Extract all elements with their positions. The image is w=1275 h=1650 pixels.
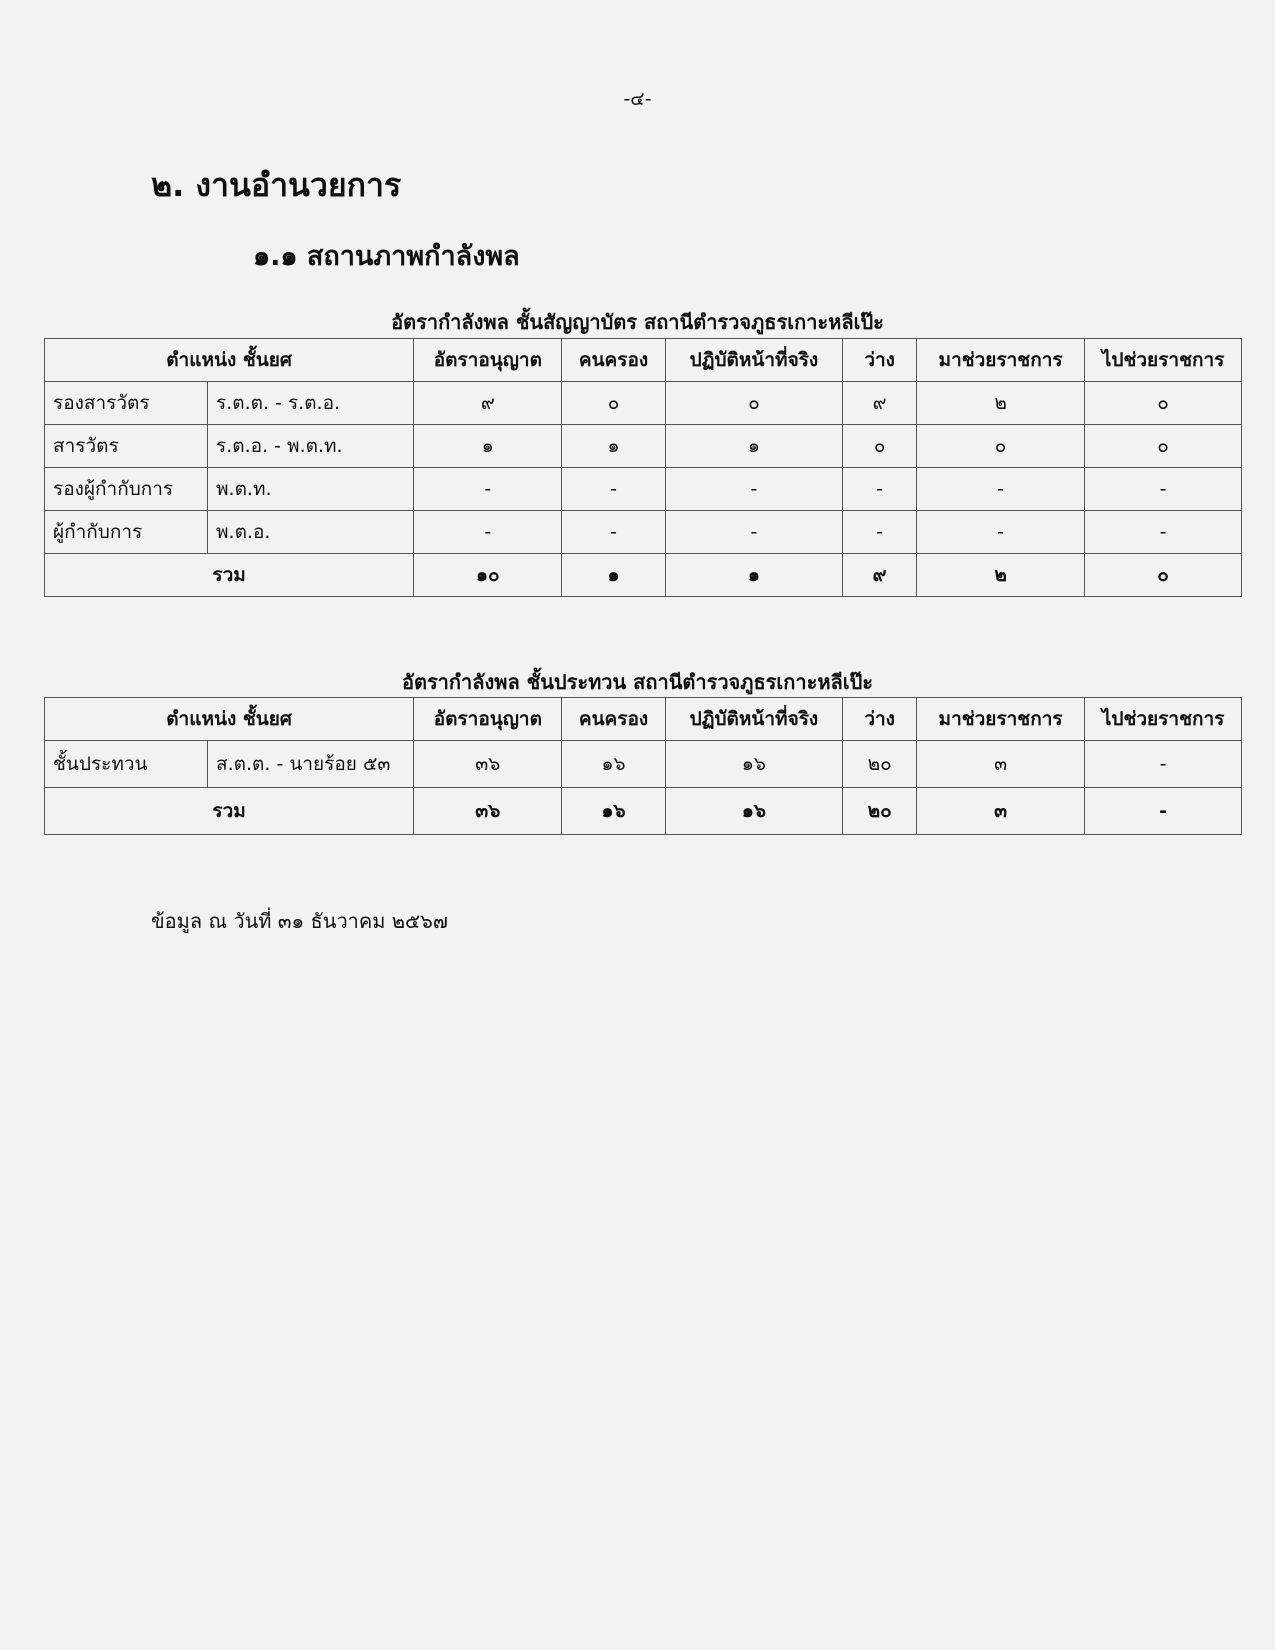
actual-duty-cell: ๑๖ xyxy=(665,741,843,788)
table-row xyxy=(45,425,1242,468)
header-occupied: คนครอง xyxy=(562,339,665,382)
assisting-out-cell: ๐ xyxy=(1085,425,1242,468)
header-actual-duty: ปฏิบัติหน้าที่จริง xyxy=(665,698,843,741)
header-assisting-in: มาช่วยราชการ xyxy=(916,339,1084,382)
assisting-in-cell: ๐ xyxy=(916,425,1084,468)
section-heading: ๒. งานอำนวยการ xyxy=(151,166,402,204)
rank-cell: ร.ต.ต. - ร.ต.อ. xyxy=(208,382,414,425)
total-assisting-in-cell: ๒ xyxy=(916,554,1084,597)
nco-strength-table xyxy=(44,697,1242,835)
total-occupied-cell: ๑ xyxy=(562,554,665,597)
total-occupied-cell: ๑๖ xyxy=(562,788,665,835)
table-header-row xyxy=(45,698,1242,741)
page-number: -๔- xyxy=(623,88,652,110)
position-cell: ชั้นประทวน xyxy=(45,741,208,788)
assisting-in-cell: ๒ xyxy=(916,382,1084,425)
total-label: รวม xyxy=(45,554,414,597)
position-cell: รองสารวัตร xyxy=(45,382,208,425)
table-header-row xyxy=(45,339,1242,382)
authorized-cell: - xyxy=(414,468,562,511)
actual-duty-cell: - xyxy=(665,511,843,554)
total-actual-duty-cell: ๑๖ xyxy=(665,788,843,835)
total-authorized-cell: ๑๐ xyxy=(414,554,562,597)
total-vacant-cell: ๙ xyxy=(843,554,917,597)
actual-duty-cell: ๑ xyxy=(665,425,843,468)
rank-cell: ส.ต.ต. - นายร้อย ๕๓ xyxy=(208,741,414,788)
vacant-cell: ๐ xyxy=(843,425,917,468)
header-occupied: คนครอง xyxy=(562,698,665,741)
occupied-cell: ๑ xyxy=(562,425,665,468)
position-cell: สารวัตร xyxy=(45,425,208,468)
authorized-cell: - xyxy=(414,511,562,554)
data-as-of-note: ข้อมูล ณ วันที่ ๓๑ ธันวาคม ๒๕๖๗ xyxy=(151,909,448,933)
officers-table-title: อัตรากำลังพล ชั้นสัญญาบัตร สถานีตำรวจภูธรเกาะหลีเป๊ะ xyxy=(391,310,884,334)
rank-cell: ร.ต.อ. - พ.ต.ท. xyxy=(208,425,414,468)
vacant-cell: - xyxy=(843,468,917,511)
assisting-out-cell: ๐ xyxy=(1085,382,1242,425)
authorized-cell: ๙ xyxy=(414,382,562,425)
header-actual-duty: ปฏิบัติหน้าที่จริง xyxy=(665,339,843,382)
occupied-cell: ๐ xyxy=(562,382,665,425)
assisting-in-cell: ๓ xyxy=(916,741,1084,788)
assisting-out-cell: - xyxy=(1085,511,1242,554)
header-assisting-in: มาช่วยราชการ xyxy=(916,698,1084,741)
header-vacant: ว่าง xyxy=(843,698,917,741)
table-row xyxy=(45,511,1242,554)
total-vacant-cell: ๒๐ xyxy=(843,788,917,835)
sub-heading: ๑.๑ สถานภาพกำลังพล xyxy=(253,241,520,272)
total-assisting-out-cell: - xyxy=(1085,788,1242,835)
total-label: รวม xyxy=(45,788,414,835)
total-assisting-in-cell: ๓ xyxy=(916,788,1084,835)
occupied-cell: - xyxy=(562,511,665,554)
header-position-rank: ตำแหน่ง ชั้นยศ xyxy=(45,698,414,741)
rank-cell: พ.ต.อ. xyxy=(208,511,414,554)
total-row xyxy=(45,554,1242,597)
authorized-cell: ๓๖ xyxy=(414,741,562,788)
total-actual-duty-cell: ๑ xyxy=(665,554,843,597)
total-row xyxy=(45,788,1242,835)
header-assisting-out: ไปช่วยราชการ xyxy=(1085,698,1242,741)
total-assisting-out-cell: ๐ xyxy=(1085,554,1242,597)
vacant-cell: - xyxy=(843,511,917,554)
position-cell: ผู้กำกับการ xyxy=(45,511,208,554)
vacant-cell: ๒๐ xyxy=(843,741,917,788)
actual-duty-cell: - xyxy=(665,468,843,511)
table-row xyxy=(45,468,1242,511)
assisting-out-cell: - xyxy=(1085,468,1242,511)
table-row xyxy=(45,382,1242,425)
officers-strength-table xyxy=(44,338,1242,597)
total-authorized-cell: ๓๖ xyxy=(414,788,562,835)
rank-cell: พ.ต.ท. xyxy=(208,468,414,511)
assisting-in-cell: - xyxy=(916,468,1084,511)
header-vacant: ว่าง xyxy=(843,339,917,382)
assisting-out-cell: - xyxy=(1085,741,1242,788)
assisting-in-cell: - xyxy=(916,511,1084,554)
table-row xyxy=(45,741,1242,788)
header-assisting-out: ไปช่วยราชการ xyxy=(1085,339,1242,382)
authorized-cell: ๑ xyxy=(414,425,562,468)
vacant-cell: ๙ xyxy=(843,382,917,425)
header-authorized: อัตราอนุญาต xyxy=(414,339,562,382)
nco-table-title: อัตรากำลังพล ชั้นประทวน สถานีตำรวจภูธรเกาะหลีเป๊ะ xyxy=(401,670,874,694)
header-authorized: อัตราอนุญาต xyxy=(414,698,562,741)
occupied-cell: ๑๖ xyxy=(562,741,665,788)
actual-duty-cell: ๐ xyxy=(665,382,843,425)
occupied-cell: - xyxy=(562,468,665,511)
header-position-rank: ตำแหน่ง ชั้นยศ xyxy=(45,339,414,382)
position-cell: รองผู้กำกับการ xyxy=(45,468,208,511)
